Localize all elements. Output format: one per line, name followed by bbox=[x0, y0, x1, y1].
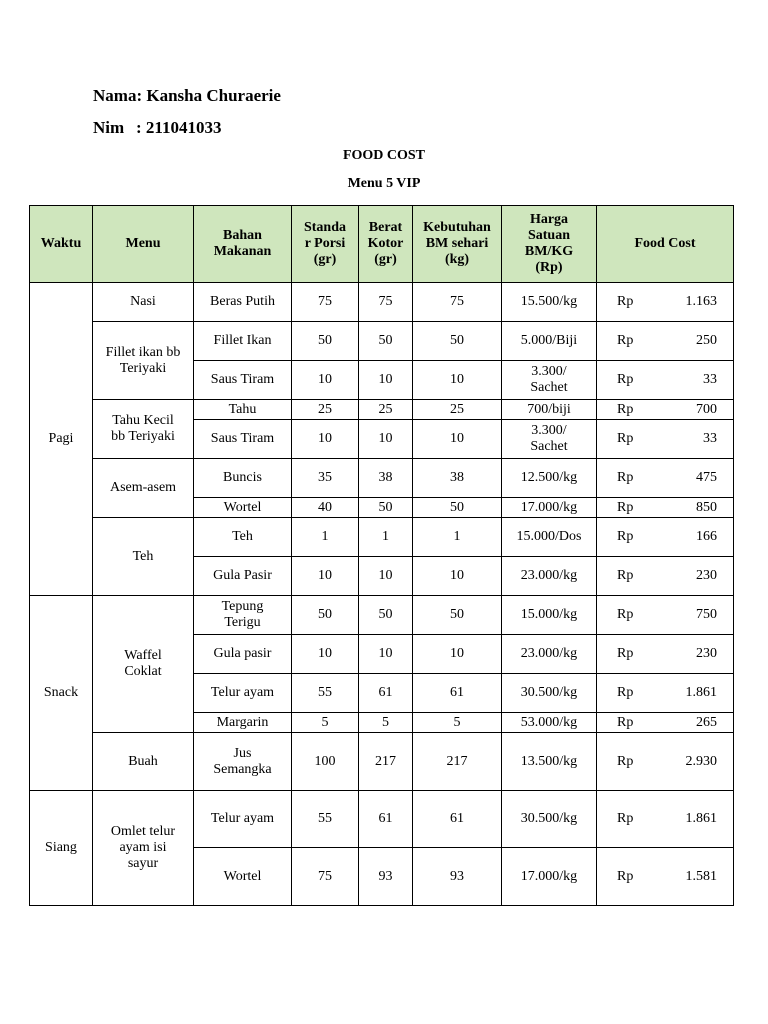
kebutuhan-cell: 5 bbox=[413, 713, 502, 733]
bahan-cell: Gula pasir bbox=[194, 635, 292, 674]
kebutuhan-cell: 10 bbox=[413, 635, 502, 674]
kebutuhan-cell: 50 bbox=[413, 322, 502, 361]
bahan-cell: Saus Tiram bbox=[194, 420, 292, 459]
bahan-cell: Teh bbox=[194, 518, 292, 557]
menu-asem-asem: Asem-asem bbox=[93, 459, 194, 518]
cost-cell: Rp 250 bbox=[597, 322, 734, 361]
kebutuhan-cell: 75 bbox=[413, 283, 502, 322]
harga-cell: 15.500/kg bbox=[502, 283, 597, 322]
berat-cell: 25 bbox=[359, 400, 413, 420]
bahan-cell: Margarin bbox=[194, 713, 292, 733]
cost-cell: Rp 33 bbox=[597, 420, 734, 459]
harga-cell: 30.500/kg bbox=[502, 791, 597, 848]
header-standar-porsi: Standa r Porsi (gr) bbox=[292, 206, 359, 283]
berat-cell: 217 bbox=[359, 733, 413, 791]
standar-cell: 55 bbox=[292, 791, 359, 848]
standar-cell: 75 bbox=[292, 848, 359, 906]
standar-cell: 75 bbox=[292, 283, 359, 322]
harga-cell: 700/biji bbox=[502, 400, 597, 420]
berat-cell: 50 bbox=[359, 498, 413, 518]
menu-teh: Teh bbox=[93, 518, 194, 596]
berat-cell: 50 bbox=[359, 596, 413, 635]
nim-value: : 211041033 bbox=[136, 118, 222, 137]
berat-cell: 50 bbox=[359, 322, 413, 361]
kebutuhan-cell: 217 bbox=[413, 733, 502, 791]
header-bahan: Bahan Makanan bbox=[194, 206, 292, 283]
bahan-cell: Saus Tiram bbox=[194, 361, 292, 400]
header-berat-kotor: Berat Kotor (gr) bbox=[359, 206, 413, 283]
document-subtitle: Menu 5 VIP bbox=[347, 176, 421, 191]
standar-cell: 55 bbox=[292, 674, 359, 713]
harga-cell: 15.000/Dos bbox=[502, 518, 597, 557]
standar-cell: 35 bbox=[292, 459, 359, 498]
harga-cell: 30.500/kg bbox=[502, 674, 597, 713]
header-menu: Menu bbox=[93, 206, 194, 283]
cost-cell: Rp 1.861 bbox=[597, 791, 734, 848]
cost-cell: Rp 475 bbox=[597, 459, 734, 498]
berat-cell: 38 bbox=[359, 459, 413, 498]
standar-cell: 100 bbox=[292, 733, 359, 791]
bahan-cell: Telur ayam bbox=[194, 674, 292, 713]
berat-cell: 93 bbox=[359, 848, 413, 906]
berat-cell: 61 bbox=[359, 674, 413, 713]
berat-cell: 75 bbox=[359, 283, 413, 322]
harga-cell: 15.000/kg bbox=[502, 596, 597, 635]
header-harga: Harga Satuan BM/KG (Rp) bbox=[502, 206, 597, 283]
menu-omlet: Omlet telur ayam isi sayur bbox=[93, 791, 194, 906]
harga-cell: 12.500/kg bbox=[502, 459, 597, 498]
bahan-cell: Wortel bbox=[194, 498, 292, 518]
cost-cell: Rp 850 bbox=[597, 498, 734, 518]
kebutuhan-cell: 25 bbox=[413, 400, 502, 420]
harga-cell: 23.000/kg bbox=[502, 635, 597, 674]
harga-cell: 17.000/kg bbox=[502, 848, 597, 906]
table-row bbox=[30, 459, 734, 498]
kebutuhan-cell: 50 bbox=[413, 596, 502, 635]
bahan-cell: Tepung Terigu bbox=[194, 596, 292, 635]
cost-cell: Rp 2.930 bbox=[597, 733, 734, 791]
bahan-cell: Wortel bbox=[194, 848, 292, 906]
harga-cell: 53.000/kg bbox=[502, 713, 597, 733]
standar-cell: 10 bbox=[292, 557, 359, 596]
cost-cell: Rp 265 bbox=[597, 713, 734, 733]
bahan-cell: Jus Semangka bbox=[194, 733, 292, 791]
cost-cell: Rp 700 bbox=[597, 400, 734, 420]
harga-cell: 17.000/kg bbox=[502, 498, 597, 518]
standar-cell: 5 bbox=[292, 713, 359, 733]
kebutuhan-cell: 10 bbox=[413, 557, 502, 596]
menu-tahu: Tahu Kecil bb Teriyaki bbox=[93, 400, 194, 459]
cost-cell: Rp 1.581 bbox=[597, 848, 734, 906]
table-row bbox=[30, 322, 734, 361]
cost-cell: Rp 33 bbox=[597, 361, 734, 400]
standar-cell: 50 bbox=[292, 596, 359, 635]
harga-cell: 3.300/ Sachet bbox=[502, 361, 597, 400]
harga-cell: 3.300/ Sachet bbox=[502, 420, 597, 459]
bahan-cell: Buncis bbox=[194, 459, 292, 498]
header-food-cost: Food Cost bbox=[597, 206, 734, 283]
berat-cell: 10 bbox=[359, 420, 413, 459]
cost-cell: Rp 230 bbox=[597, 557, 734, 596]
waktu-pagi: Pagi bbox=[30, 283, 93, 596]
berat-cell: 1 bbox=[359, 518, 413, 557]
kebutuhan-cell: 10 bbox=[413, 420, 502, 459]
kebutuhan-cell: 10 bbox=[413, 361, 502, 400]
bahan-cell: Telur ayam bbox=[194, 791, 292, 848]
harga-cell: 5.000/Biji bbox=[502, 322, 597, 361]
standar-cell: 1 bbox=[292, 518, 359, 557]
table-row bbox=[30, 596, 734, 635]
berat-cell: 10 bbox=[359, 557, 413, 596]
cost-cell: Rp 166 bbox=[597, 518, 734, 557]
bahan-cell: Beras Putih bbox=[194, 283, 292, 322]
bahan-cell: Tahu bbox=[194, 400, 292, 420]
nim-label: Nim bbox=[93, 118, 125, 137]
menu-fillet: Fillet ikan bb Teriyaki bbox=[93, 322, 194, 400]
kebutuhan-cell: 61 bbox=[413, 674, 502, 713]
waktu-siang: Siang bbox=[30, 791, 93, 906]
kebutuhan-cell: 50 bbox=[413, 498, 502, 518]
kebutuhan-cell: 1 bbox=[413, 518, 502, 557]
student-nim bbox=[93, 118, 221, 138]
bahan-cell: Gula Pasir bbox=[194, 557, 292, 596]
harga-cell: 13.500/kg bbox=[502, 733, 597, 791]
cost-cell: Rp 750 bbox=[597, 596, 734, 635]
standar-cell: 10 bbox=[292, 420, 359, 459]
kebutuhan-cell: 38 bbox=[413, 459, 502, 498]
waktu-snack: Snack bbox=[30, 596, 93, 791]
cost-cell: Rp 1.861 bbox=[597, 674, 734, 713]
berat-cell: 61 bbox=[359, 791, 413, 848]
standar-cell: 40 bbox=[292, 498, 359, 518]
header-waktu: Waktu bbox=[30, 206, 93, 283]
header-kebutuhan: Kebutuhan BM sehari (kg) bbox=[413, 206, 502, 283]
bahan-cell: Fillet Ikan bbox=[194, 322, 292, 361]
food-cost-table bbox=[29, 205, 734, 906]
student-name: Nama: Kansha Churaerie bbox=[93, 86, 281, 105]
cost-cell: Rp 1.163 bbox=[597, 283, 734, 322]
cost-cell: Rp 230 bbox=[597, 635, 734, 674]
standar-cell: 50 bbox=[292, 322, 359, 361]
menu-nasi: Nasi bbox=[93, 283, 194, 322]
table-row bbox=[30, 733, 734, 791]
berat-cell: 5 bbox=[359, 713, 413, 733]
berat-cell: 10 bbox=[359, 635, 413, 674]
standar-cell: 10 bbox=[292, 361, 359, 400]
table-row bbox=[30, 400, 734, 420]
kebutuhan-cell: 61 bbox=[413, 791, 502, 848]
document-title: FOOD COST bbox=[342, 148, 426, 163]
standar-cell: 25 bbox=[292, 400, 359, 420]
table-row bbox=[30, 283, 734, 322]
kebutuhan-cell: 93 bbox=[413, 848, 502, 906]
menu-waffel: Waffel Coklat bbox=[93, 596, 194, 733]
menu-buah: Buah bbox=[93, 733, 194, 791]
harga-cell: 23.000/kg bbox=[502, 557, 597, 596]
table-row bbox=[30, 518, 734, 557]
header-row bbox=[30, 206, 734, 283]
table-row bbox=[30, 791, 734, 848]
berat-cell: 10 bbox=[359, 361, 413, 400]
standar-cell: 10 bbox=[292, 635, 359, 674]
